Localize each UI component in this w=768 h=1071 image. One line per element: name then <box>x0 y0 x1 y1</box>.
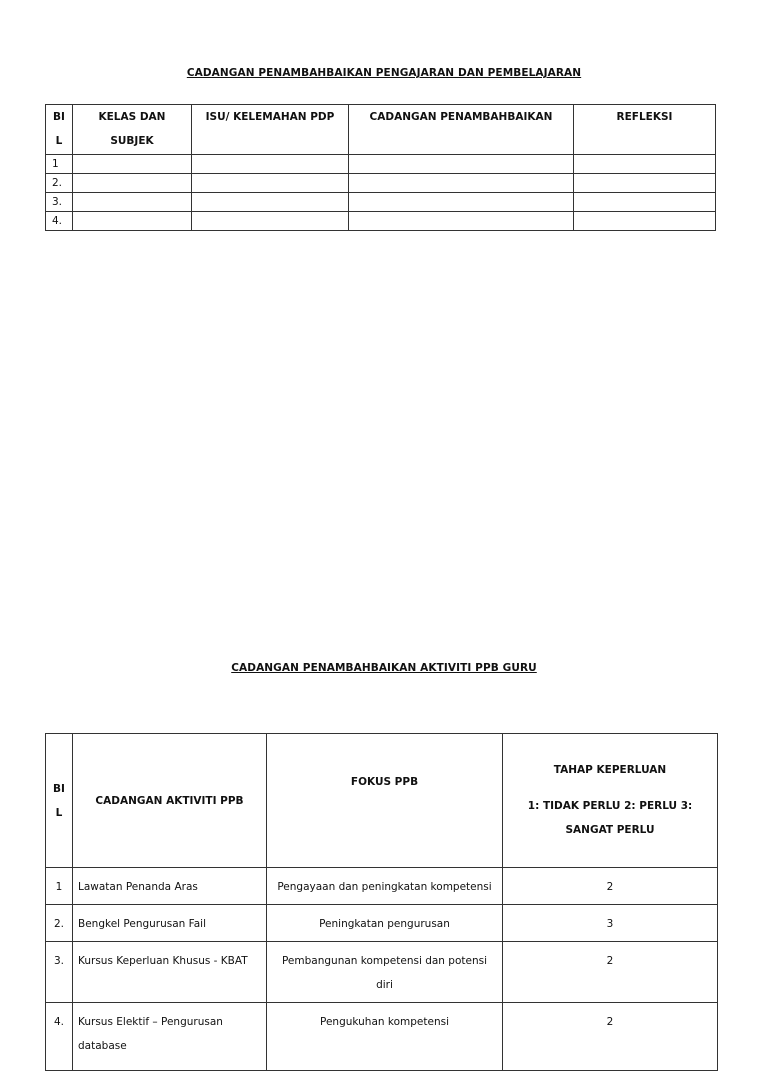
cell-empty <box>349 212 574 231</box>
table-row <box>46 905 718 942</box>
header-bil: BI L <box>46 105 73 155</box>
header-cadangan: CADANGAN PENAMBAHBAIKAN <box>349 105 574 155</box>
row-tahap: 2 <box>503 942 718 1003</box>
cell-empty <box>574 212 716 231</box>
header-isu-kelemahan: ISU/ KELEMAHAN PDP <box>192 105 349 155</box>
row-tahap: 3 <box>503 905 718 942</box>
cell-empty <box>192 193 349 212</box>
row-bil: 3. <box>46 193 73 212</box>
row-tahap: 2 <box>503 1003 718 1071</box>
row-bil: 2. <box>46 174 73 193</box>
table1-title: CADANGAN PENAMBAHBAIKAN PENGAJARAN DAN PEMBELAJARAN <box>186 67 582 79</box>
header-bil: BI L <box>46 734 73 868</box>
row-bil: 4. <box>46 1003 73 1071</box>
pdp-improvement-table <box>45 104 716 231</box>
table-row <box>46 193 716 212</box>
header-aktiviti: CADANGAN AKTIVITI PPB <box>73 734 267 868</box>
cell-empty <box>73 155 192 174</box>
row-aktiviti: Kursus Elektif – Pengurusan database <box>73 1003 267 1071</box>
table-row <box>46 868 718 905</box>
row-tahap: 2 <box>503 868 718 905</box>
cell-empty <box>73 174 192 193</box>
table-row <box>46 155 716 174</box>
header-fokus: FOKUS PPB <box>267 734 503 868</box>
row-fokus: Pembangunan kompetensi dan potensi diri <box>267 942 503 1003</box>
header-kelas-subjek: KELAS DAN SUBJEK <box>73 105 192 155</box>
row-bil: 3. <box>46 942 73 1003</box>
row-bil: 1 <box>46 155 73 174</box>
tahap-title: TAHAP KEPERLUAN <box>553 763 667 776</box>
cell-empty <box>574 193 716 212</box>
cell-empty <box>192 155 349 174</box>
header-refleksi: REFLEKSI <box>574 105 716 155</box>
row-bil: 4. <box>46 212 73 231</box>
row-aktiviti: Lawatan Penanda Aras <box>73 868 267 905</box>
cell-empty <box>574 174 716 193</box>
table-header-row <box>46 105 716 155</box>
tahap-scale: 1: TIDAK PERLU 2: PERLU 3: SANGAT PERLU <box>527 799 693 836</box>
header-tahap-keperluan <box>503 734 718 868</box>
ppb-activity-table <box>45 733 718 1071</box>
table-row <box>46 942 718 1003</box>
cell-empty <box>349 174 574 193</box>
row-aktiviti: Kursus Keperluan Khusus - KBAT <box>73 942 267 1003</box>
cell-empty <box>349 193 574 212</box>
table2-title: CADANGAN PENAMBAHBAIKAN AKTIVITI PPB GURU <box>231 662 537 674</box>
row-bil: 1 <box>46 868 73 905</box>
row-aktiviti: Bengkel Pengurusan Fail <box>73 905 267 942</box>
table-row <box>46 1003 718 1071</box>
table-row <box>46 212 716 231</box>
row-fokus: Pengayaan dan peningkatan kompetensi <box>267 868 503 905</box>
row-fokus: Pengukuhan kompetensi <box>267 1003 503 1071</box>
cell-empty <box>192 212 349 231</box>
row-bil: 2. <box>46 905 73 942</box>
cell-empty <box>73 193 192 212</box>
cell-empty <box>73 212 192 231</box>
table-row <box>46 174 716 193</box>
cell-empty <box>192 174 349 193</box>
row-fokus: Peningkatan pengurusan <box>267 905 503 942</box>
cell-empty <box>574 155 716 174</box>
cell-empty <box>349 155 574 174</box>
table-header-row <box>46 734 718 868</box>
